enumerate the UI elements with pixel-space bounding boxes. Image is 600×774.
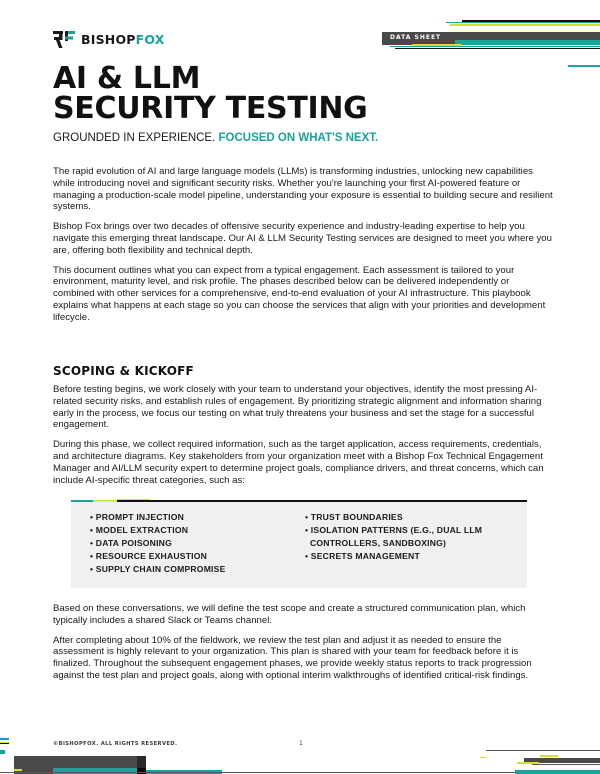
threat-categories-list: [90, 511, 520, 576]
decorative-line: [515, 770, 600, 774]
data-sheet-label: DATA SHEET: [390, 34, 442, 41]
section-paragraph: Before testing begins, we work closely with your team to understand your objectives, identify the most pressing AI-related security risks, and establish rules of engagement. By prioritizing strategic alignment and information sharing early in the process, we focus our testing on what truly threatens your business and set the stage for a successful engagement.: [53, 384, 542, 431]
title-line-2: SECURITY TESTING: [53, 91, 368, 126]
threat-item: • MODEL EXTRACTION: [90, 525, 189, 535]
threat-item: • TRUST BOUNDARIES: [305, 512, 403, 522]
threat-item: • SECRETS MANAGEMENT: [305, 551, 420, 561]
title-line-1: AI & LLM: [53, 61, 201, 96]
threat-item: • DATA POISONING: [90, 538, 172, 548]
footer-copyright: ©BISHOPFOX. ALL RIGHTS RESERVED.: [53, 741, 178, 747]
section-heading: SCOPING & KICKOFF: [53, 364, 194, 378]
threat-item: • RESOURCE EXHAUSTION: [90, 551, 208, 561]
decorative-line: [53, 768, 137, 774]
decorative-line: [486, 750, 600, 751]
bishop-fox-logo-icon: [53, 31, 75, 48]
decorative-line: [137, 768, 146, 774]
decorative-line: [395, 48, 600, 49]
threat-item: • PROMPT INJECTION: [90, 512, 184, 522]
intro-paragraph: The rapid evolution of AI and large language models (LLMs) is transforming industries, unlocking new capabilities while introducing novel and significant security risks. Whether you're launching your first AI-powered feature or managing a production-scale model pipeline, understanding your exposure is essential to building secure and resilient systems.: [53, 166, 553, 213]
logo-wordmark: BISHOPFOX: [81, 32, 165, 47]
page-title: [53, 61, 368, 126]
threat-item: • ISOLATION PATTERNS (E.G., DUAL LLM: [305, 525, 483, 535]
decorative-line: [446, 22, 600, 23]
decorative-line: [0, 772, 600, 773]
decorative-line: [0, 738, 9, 740]
section-body-before: [53, 384, 553, 494]
decorative-line: [540, 755, 558, 757]
subtitle-accent: FOCUSED ON WHAT'S NEXT.: [218, 132, 379, 144]
decorative-line: [455, 40, 600, 45]
threat-item-continuation: CONTROLLERS, SANDBOXING): [310, 538, 447, 548]
decorative-line: [14, 769, 22, 771]
section-paragraph: Based on these conversations, we will define the test scope and create a structured communication plan, which typically includes a shared Slack or Teams channel.: [53, 603, 526, 626]
decorative-line: [0, 750, 5, 754]
section-body-after: [53, 603, 553, 690]
decorative-line: [450, 24, 600, 26]
decorative-line: [532, 764, 600, 765]
decorative-line: [0, 743, 9, 744]
intro-paragraph: Bishop Fox brings over two decades of offensive security experience and industry-leading expertise to help you navigate this emerging threat landscape. Our AI & LLM Security Testing services are designed to meet you where you are, offering both flexibility and technical depth.: [53, 221, 552, 256]
threat-item: • SUPPLY CHAIN COMPROMISE: [90, 564, 226, 574]
threat-column-right: [305, 511, 520, 576]
subtitle-plain: GROUNDED IN EXPERIENCE.: [53, 132, 216, 144]
decorative-line: [480, 757, 486, 758]
bishop-fox-logo: [53, 31, 165, 48]
footer-page-number: 1: [299, 740, 303, 747]
decorative-line: [390, 46, 600, 47]
intro-paragraph: This document outlines what you can expect from a typical engagement. Each assessment is tailored to your environment, maturity level, and risk profile. The phases described below can be delivered independently or combined with other services for a comprehensive, end-to-end evaluation of your AI infrastructure. This playbook explains what happens at each stage so you can choose the services that align with your priorities and development lifecycle.: [53, 264, 546, 323]
threat-column-left: [90, 511, 305, 576]
intro-section: [53, 166, 553, 332]
decorative-line: [568, 65, 600, 67]
section-paragraph: After completing about 10% of the fieldwork, we review the test plan and adjust it as needed to ensure the assessment is highly relevant to your organization. This plan is shared with your team for feedback before it is finalized. Throughout the subsequent engagement phases, we provide weekly status reports to track progression against the test plan and project goals, along with optional interim walkthroughs of identified critical-risk findings.: [53, 634, 532, 681]
section-paragraph: During this phase, we collect required information, such as the target application, access requirements, credentials, and architecture diagrams. Key stakeholders from your organization meet with a Bishop Fox Technical Engagement Manager and AI/LLM security expert to determine project goals, compliance drivers, and threat concerns, which can include AI-specific threat categories, such as:: [53, 439, 544, 486]
page-subtitle: [53, 132, 378, 144]
